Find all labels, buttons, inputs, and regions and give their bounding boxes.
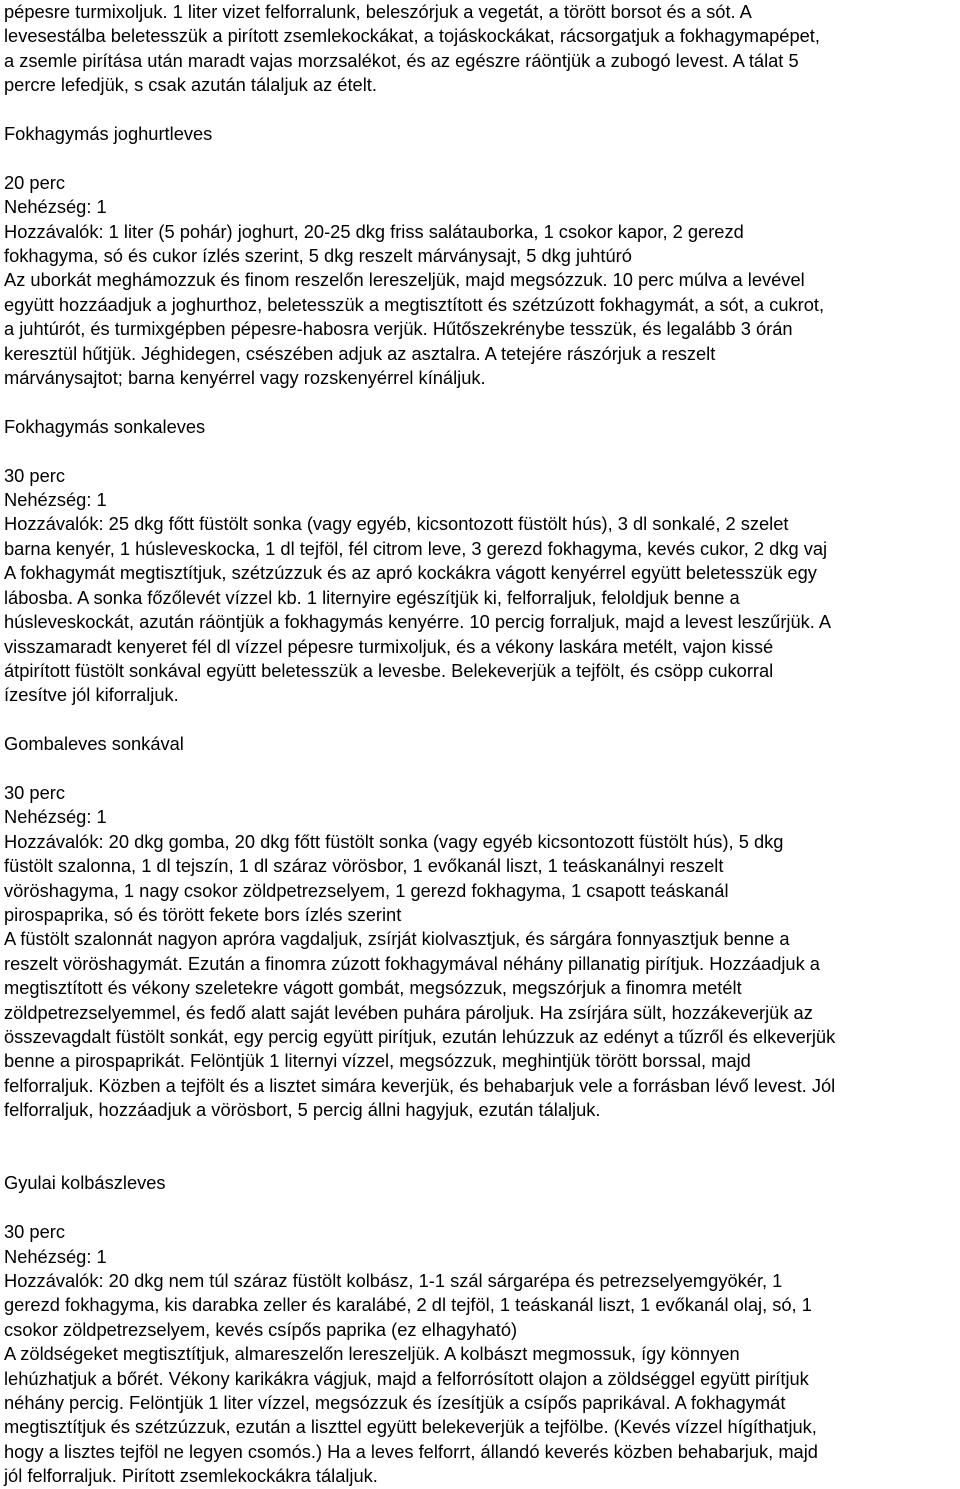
text-line: ízesítve jól kiforraljuk. — [4, 684, 179, 706]
text-line: Hozzávalók: 20 dkg nem túl száraz füstölt kolbász, 1-1 szál sárgarépa és petrezselyemgyökér, 1 — [4, 1270, 783, 1291]
text-line: jól felforraljuk. Pirított zsemlekockákra tálaljuk. — [4, 1465, 378, 1487]
text-line: Hozzávalók: 20 dkg gomba, 20 dkg főtt füstölt sonka (vagy egyéb kicsontozott füstölt hús), 5 dkg — [4, 830, 784, 852]
text-line: vöröshagyma, 1 nagy csokor zöldpetrezselyem, 1 gerezd fokhagyma, 1 csapott teáskanál — [4, 879, 729, 901]
text-line: Hozzávalók: 1 liter (5 pohár) joghurt, 20-25 dkg friss salátauborka, 1 csokor kapor, 2 gerezd — [4, 220, 744, 242]
text-line: A zöldségeket megtisztítjuk, almareszelőn lereszeljük. A kolbászt megmossuk, így könnyen — [4, 1343, 740, 1365]
recipe-gombaleves-sonkaval — [4, 732, 960, 1122]
text-line: pirospaprika, só és törött fekete bors ízlés szerint — [4, 903, 402, 925]
recipe-gyulai-kolbaszleves — [4, 1171, 960, 1488]
recipe-time: 30 perc — [4, 1221, 65, 1243]
text-line: A fokhagymát megtisztítjuk, szétzúzzuk és az apró kockákra vágott kenyérrel együtt beletesszük egy — [4, 562, 817, 584]
recipe-title: Gombaleves sonkával — [4, 733, 184, 755]
recipe-title: Gyulai kolbászleves — [4, 1172, 166, 1194]
text-line: összevagdalt füstölt sonkát, egy percig együtt pirítjuk, ezután lehúzzuk az edényt a tűzről és elkeverjük — [4, 1025, 836, 1047]
text-line: benne a pirospaprikát. Felöntjük 1 liternyi vízzel, megsózzuk, meghintjük törött borssal, majd — [4, 1050, 751, 1072]
recipe-time: 30 perc — [4, 781, 65, 803]
recipe-difficulty: Nehézség: 1 — [4, 196, 107, 218]
text-line: füstölt szalonna, 1 dl tejszín, 1 dl száraz vörösbor, 1 evőkanál liszt, 1 teáskanálnyi reszelt — [4, 855, 724, 877]
recipe-ingredients — [4, 512, 960, 561]
text-line: percre lefedjük, s csak azután tálaljuk az ételt. — [4, 74, 377, 96]
text-line: fokhagyma, só és cukor ízlés szerint, 5 dkg reszelt márványsajt, 5 dkg juhtúró — [4, 245, 632, 267]
recipe-ingredients — [4, 220, 960, 269]
text-line: Az uborkát meghámozzuk és finom reszelőn lereszeljük, majd megsózzuk. 10 perc múlva a levével — [4, 269, 805, 291]
text-line: levesestálba beletesszük a pirított zsemlekockákat, a tojáskockákat, rácsorgatjuk a fokhagymapépet, — [4, 25, 820, 47]
text-line: lehúzhatjuk a bőrét. Vékony karikákra vágjuk, majd a felforrósított olajon a zöldséggel együtt pirítjuk — [4, 1367, 809, 1389]
text-line: A füstölt szalonnát nagyon apróra vagdaljuk, zsírját kiolvasztjuk, és sárgára fonnyasztjuk benne a — [4, 928, 790, 950]
recipe-instructions — [4, 927, 960, 1122]
text-line: barna kenyér, 1 húsleveskocka, 1 dl tejföl, fél citrom leve, 3 gerezd fokhagyma, kevés cukor, 2 dkg vaj — [4, 537, 828, 559]
text-line: a juhtúrót, és turmixgépben pépesre-habosra verjük. Hűtőszekrénybe tesszük, és legalább 3 órán — [4, 318, 793, 340]
text-line: húsleveskockát, azután ráöntjük a fokhagymás kenyérre. 10 percig forraljuk, majd a levest leszűrjük. A — [4, 611, 832, 633]
intro-paragraph — [4, 0, 960, 98]
text-line: felforraljuk, hozzáadjuk a vörösbort, 5 percig állni hagyjuk, ezután tálaljuk. — [4, 1099, 601, 1121]
text-line: keresztül hűtjük. Jéghidegen, csészében adjuk az asztalra. A tetejére rászórjuk a reszelt — [4, 342, 716, 364]
text-line: lábosba. A sonka főzőlevét vízzel kb. 1 liternyire egészítjük ki, felforraljuk, feloldjuk benne a — [4, 586, 740, 608]
text-line: megtisztított és vékony szeletekre vágott gombát, megsózzuk, megszórjuk a finomra metélt — [4, 977, 742, 999]
text-line: visszamaradt kenyeret fél dl vízzel pépesre turmixoljuk, és a vékony laskára metélt, vajon kissé — [4, 635, 774, 657]
recipe-time: 30 perc — [4, 464, 65, 486]
text-line: pépesre turmixoljuk. 1 liter vizet felforralunk, beleszórjuk a vegetát, a törött borsot és a sót. A — [4, 1, 752, 22]
recipe-difficulty: Nehézség: 1 — [4, 1245, 107, 1267]
recipe-title: Fokhagymás sonkaleves — [4, 415, 206, 437]
text-line: Hozzávalók: 25 dkg főtt füstölt sonka (vagy egyéb, kicsontozott füstölt hús), 3 dl sonkalé, 2 szelet — [4, 513, 789, 535]
recipe-ingredients — [4, 1269, 960, 1342]
recipe-difficulty: Nehézség: 1 — [4, 806, 107, 828]
text-line: márványsajtot; barna kenyérrel vagy rozskenyérrel kínáljuk. — [4, 367, 486, 389]
text-line: átpirított füstölt sonkával együtt beletesszük a levesbe. Belekeverjük a tejfölt, és csöpp cukorral — [4, 659, 774, 681]
text-line: gerezd fokhagyma, kis darabka zeller és karalábé, 2 dl tejföl, 1 teáskanál liszt, 1 evőkanál olaj, só, 1 — [4, 1294, 812, 1316]
text-line: a zsemle pirítása után maradt vajas morzsalékot, és az egészre ráöntjük a zubogó levest. A tálat 5 — [4, 49, 799, 71]
recipe-difficulty: Nehézség: 1 — [4, 489, 107, 511]
text-line: hogy a lisztes tejföl ne legyen csomós.) Ha a leves felforrt, állandó keverés közben behabarjuk, majd — [4, 1440, 818, 1462]
recipe-instructions — [4, 268, 960, 390]
recipe-instructions — [4, 561, 960, 707]
text-line: megtisztítjuk és szétzúzzuk, ezután a liszttel együtt belekeverjük a tejfölbe. (Kevés vízzel hígíthatjuk, — [4, 1416, 817, 1438]
recipe-fokhagymas-sonkaleves — [4, 415, 960, 708]
recipe-title: Fokhagymás joghurtleves — [4, 123, 213, 145]
recipe-instructions — [4, 1342, 960, 1488]
recipe-fokhagymas-joghurtleves — [4, 122, 960, 390]
text-line: együtt hozzáadjuk a joghurthoz, beletesszük a megtisztított és szétzúzott fokhagymát, a sót, a cukrot, — [4, 293, 825, 315]
text-line: zöldpetrezselyemmel, és fedő alatt saját levében puhára pároljuk. Ha zsírjára sült, hozzákeverjük az — [4, 1001, 813, 1023]
text-line: reszelt vöröshagymát. Ezután a finomra zúzott fokhagymával néhány pillanatig pirítjuk. Hozzáadjuk a — [4, 952, 820, 974]
text-line: néhány percig. Felöntjük 1 liter vízzel, megsózzuk és ízesítjük a csípős paprikával. A fokhagymát — [4, 1392, 786, 1414]
text-line: csokor zöldpetrezselyem, kevés csípős paprika (ez elhagyható) — [4, 1318, 518, 1340]
text-line: felforraljuk. Közben a tejfölt és a lisztet simára keverjük, és behabarjuk vele a forrásban lévő levest. Jól — [4, 1074, 836, 1096]
recipe-time: 20 perc — [4, 171, 65, 193]
recipe-ingredients — [4, 830, 960, 928]
